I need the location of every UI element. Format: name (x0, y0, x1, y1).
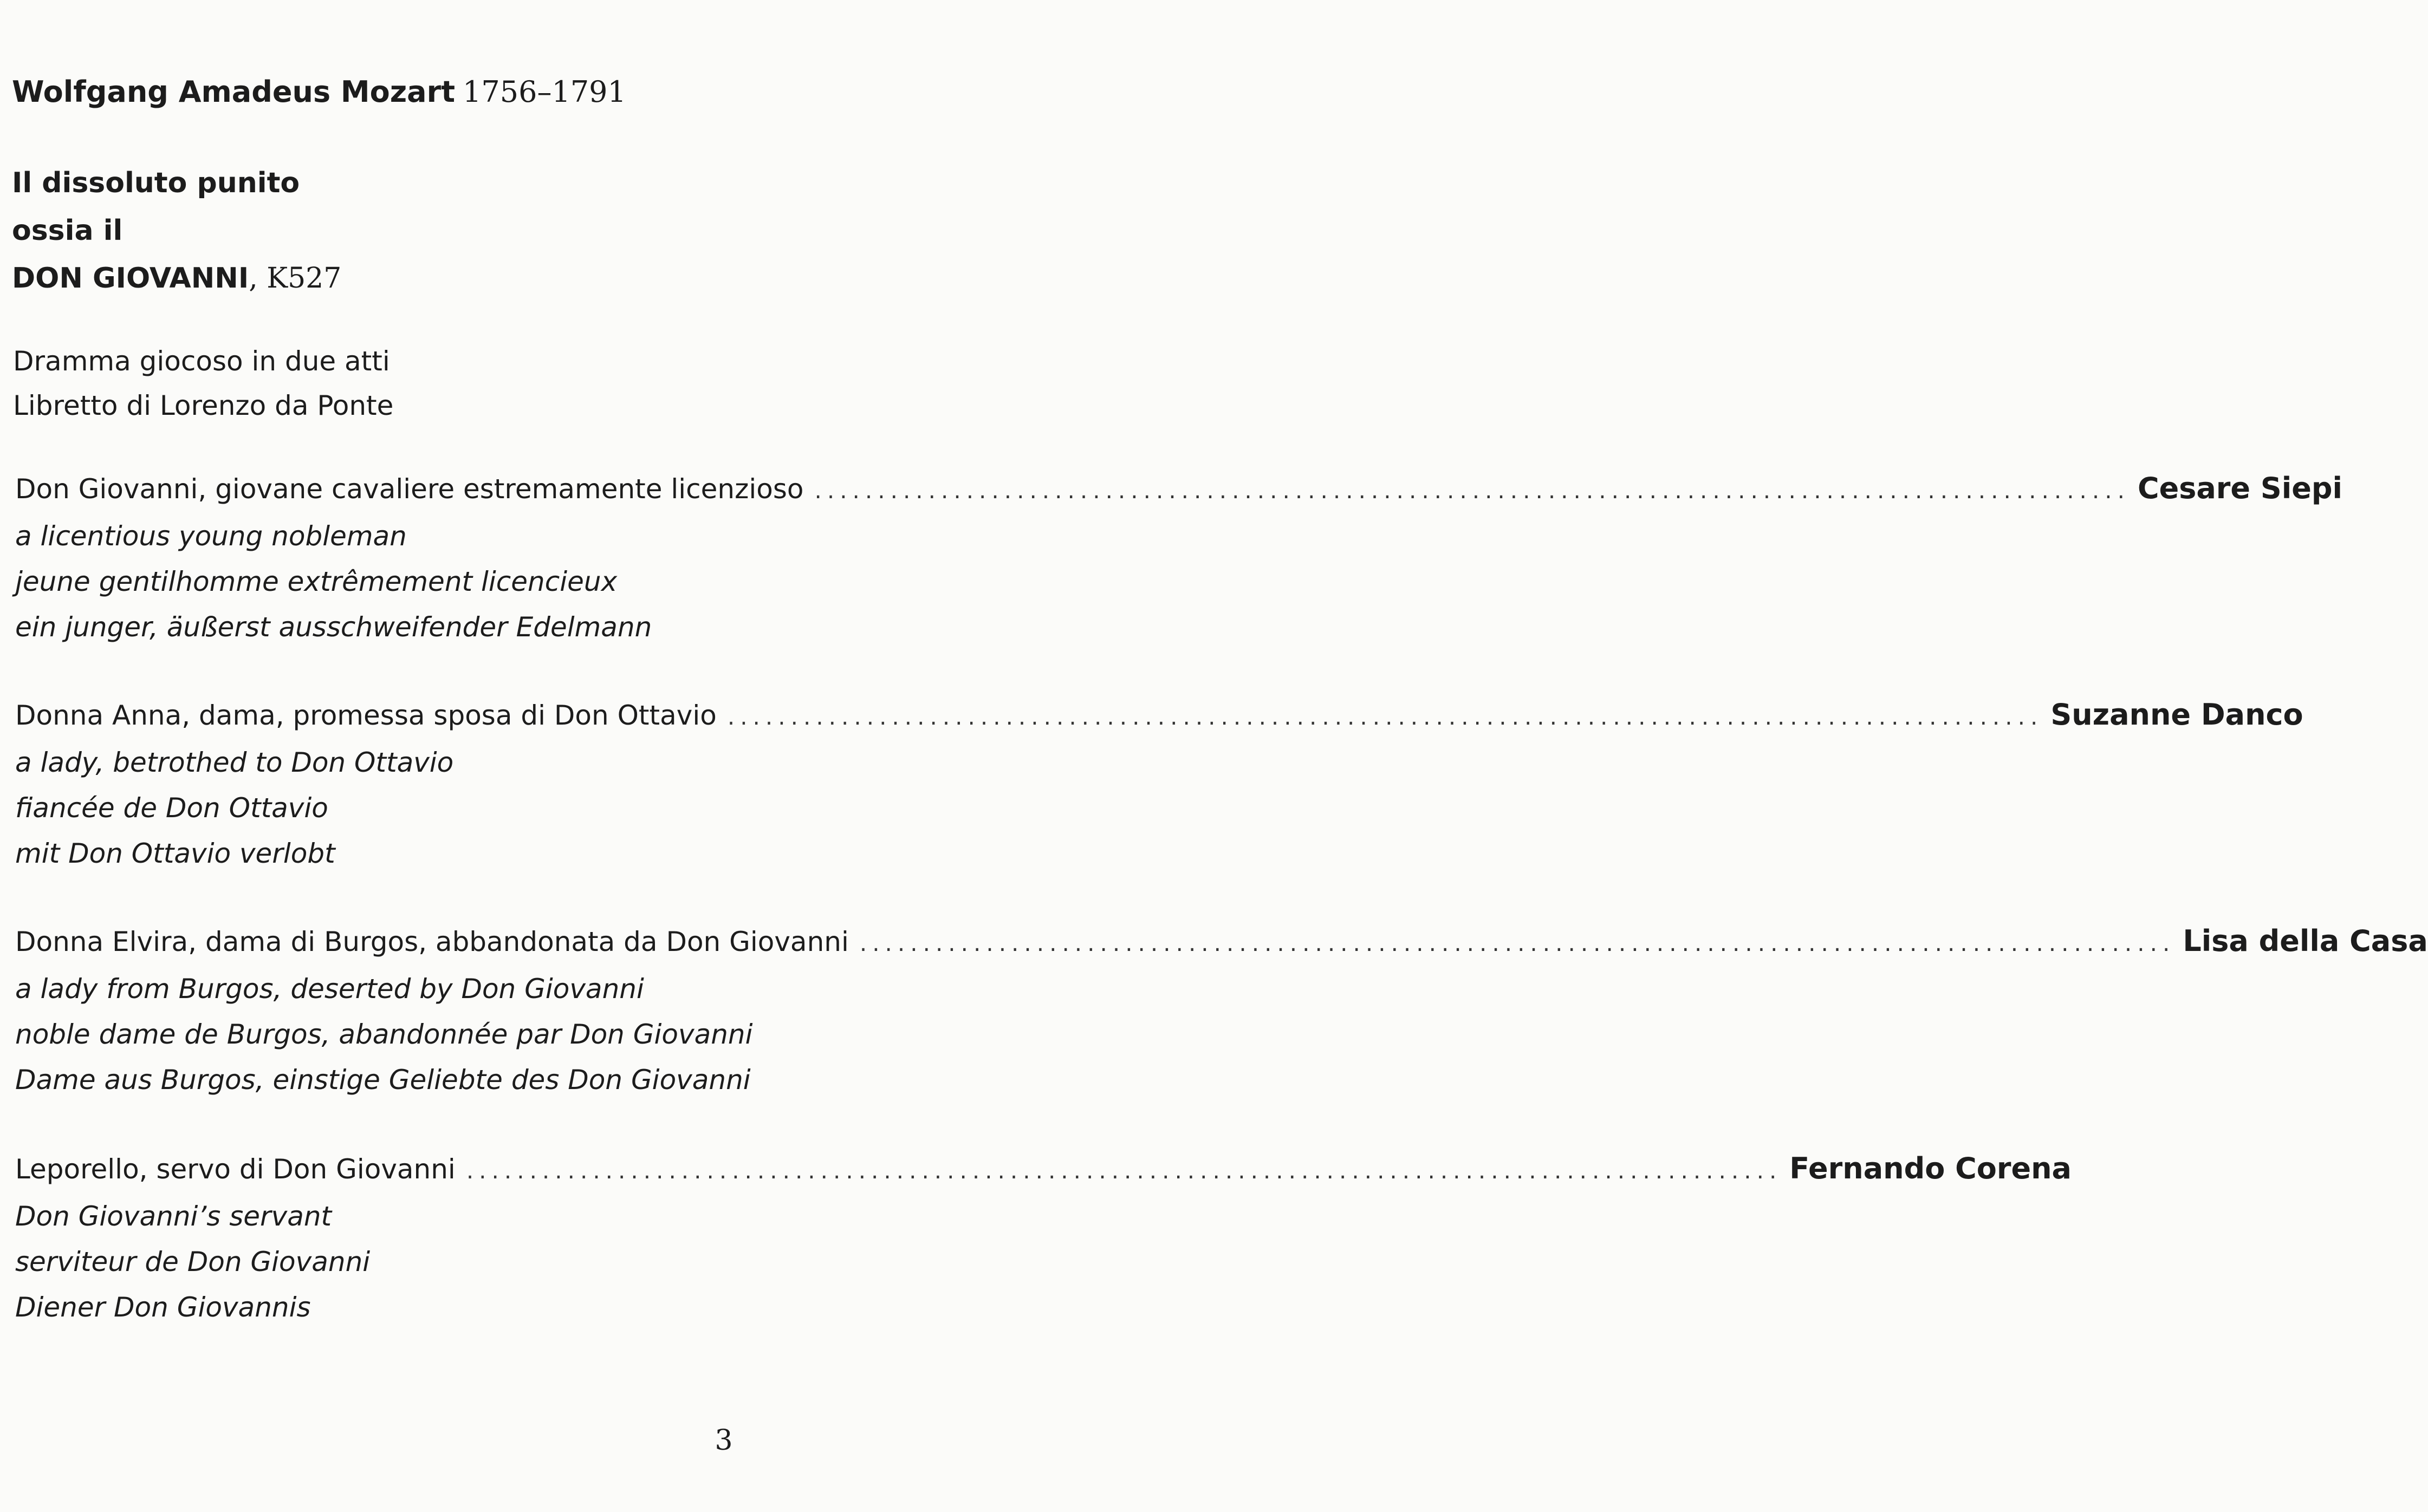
role-translation-en: Don Giovanni’s servant (15, 1201, 332, 1232)
genre-line: Dramma giocoso in due atti (13, 346, 390, 377)
role-translation-fr: serviteur de Don Giovanni (15, 1246, 371, 1278)
role-description: Leporello, servo di Don Giovanni (15, 1153, 456, 1185)
cast-entry-main (15, 918, 2428, 966)
composer-years: 1756–1791 (463, 75, 626, 109)
leader-dots: ........................................................................................................ (466, 1157, 1782, 1184)
title-main: DON GIOVANNI (12, 262, 249, 295)
cast-entry-main (15, 1146, 2072, 1194)
leader-dots: ........................................................................................................ (727, 703, 2043, 730)
role-translation-en: a licentious young nobleman (15, 520, 407, 552)
page-number: 3 (715, 1424, 733, 1457)
composer-heading (12, 70, 626, 114)
cast-entry (15, 466, 2343, 650)
role-description: Don Giovanni, giovane cavaliere estremamente licenzioso (15, 473, 804, 505)
role-translation-fr: noble dame de Burgos, abandonnée par Don Giovanni (15, 1019, 753, 1050)
role-description: Donna Anna, dama, promessa sposa di Don Ottavio (15, 700, 717, 731)
cast-entry-main (15, 692, 2303, 740)
role-translation-en: a lady, betrothed to Don Ottavio (15, 747, 454, 778)
cast-entry (15, 1146, 2072, 1330)
role-translation-de: Diener Don Giovannis (15, 1292, 311, 1323)
title-line-3 (12, 255, 341, 302)
composer-name: Wolfgang Amadeus Mozart (12, 75, 456, 109)
singer-name: Cesare Siepi (2137, 471, 2343, 505)
title-line-1: Il dissoluto punito (12, 167, 300, 199)
opera-title (12, 159, 341, 302)
catalogue-number: , K527 (249, 262, 342, 295)
singer-name: Lisa della Casa (2183, 924, 2428, 958)
role-translation-de: Dame aus Burgos, einstige Geliebte des Don Giovanni (15, 1064, 751, 1096)
leader-dots: ........................................................................................................ (859, 930, 2176, 956)
role-translation-fr: fiancée de Don Ottavio (15, 792, 328, 824)
singer-name: Fernando Corena (1789, 1151, 2072, 1185)
role-translation-de: mit Don Ottavio verlobt (15, 838, 335, 869)
cast-entry-main (15, 466, 2343, 513)
role-translation-en: a lady from Burgos, deserted by Don Giovanni (15, 973, 644, 1005)
libretto-line: Libretto di Lorenzo da Ponte (13, 390, 394, 421)
cast-entry (15, 692, 2303, 876)
role-translation-fr: jeune gentilhomme extrêmement licencieux (15, 566, 618, 597)
leader-dots: ........................................................................................................ (814, 477, 2130, 504)
opera-subtitle (13, 339, 393, 428)
title-line-2: ossia il (12, 214, 123, 247)
role-translation-de: ein junger, äußerst ausschweifender Edelmann (15, 611, 652, 643)
role-description: Donna Elvira, dama di Burgos, abbandonata da Don Giovanni (15, 926, 849, 957)
singer-name: Suzanne Danco (2050, 698, 2303, 732)
cast-entry (15, 918, 2428, 1103)
